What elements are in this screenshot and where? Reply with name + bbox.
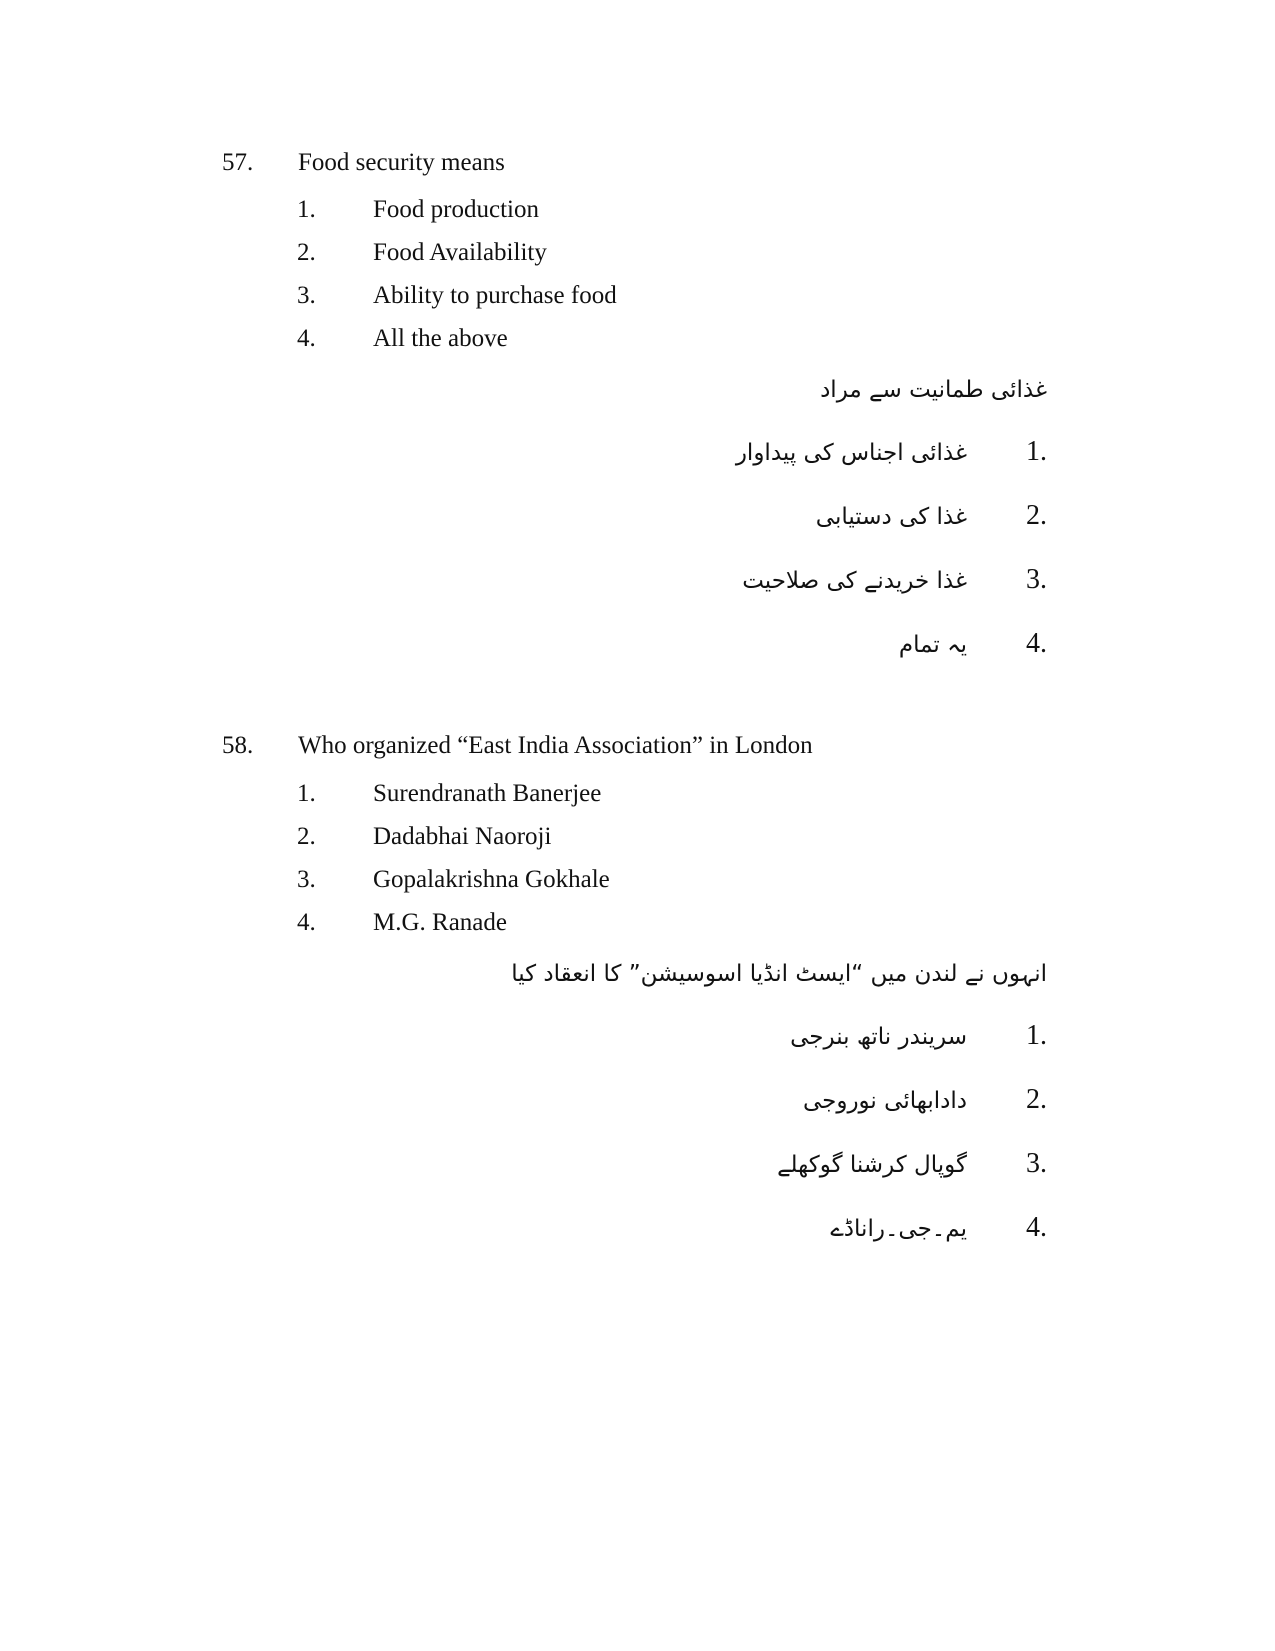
urdu-option-57-4 xyxy=(899,624,1047,665)
urdu-option-text: یہ تمام xyxy=(898,632,967,658)
urdu-option-number: 3. xyxy=(1026,564,1047,595)
option-text: All the above xyxy=(373,325,508,352)
question-number: 58. xyxy=(222,732,254,759)
urdu-option-text: سریندر ناتھ بنرجی xyxy=(790,1024,967,1050)
urdu-option-number: 2. xyxy=(1026,1084,1047,1115)
option-number: 2. xyxy=(297,823,316,850)
urdu-option-57-2 xyxy=(816,496,1047,537)
option-number: 4. xyxy=(297,325,316,352)
urdu-question-58: انہوں نے لندن میں “ایسٹ انڈیا اسوسیشن” کا انعقاد کیا xyxy=(511,961,1047,987)
option-number: 1. xyxy=(297,196,316,223)
option-number: 2. xyxy=(297,239,316,266)
option-text: Gopalakrishna Gokhale xyxy=(373,866,610,893)
option-text: Surendranath Banerjee xyxy=(373,780,602,807)
option-number: 3. xyxy=(297,282,316,309)
option-57-2 xyxy=(297,238,547,268)
urdu-option-text: دادابھائی نوروجی xyxy=(802,1088,967,1114)
option-text: M.G. Ranade xyxy=(373,909,507,936)
option-number: 4. xyxy=(297,909,316,936)
urdu-option-number: 4. xyxy=(1026,628,1047,659)
urdu-option-58-3 xyxy=(777,1144,1047,1185)
urdu-option-number: 2. xyxy=(1026,500,1047,531)
urdu-option-57-1 xyxy=(736,432,1047,473)
option-57-4 xyxy=(297,324,508,354)
question-58 xyxy=(222,731,813,761)
urdu-option-text: غذا خریدنے کی صلاحیت xyxy=(742,568,967,594)
urdu-option-text: غذائی اجناس کی پیداوار xyxy=(735,440,967,466)
question-number: 57. xyxy=(222,149,254,176)
question-57 xyxy=(222,148,505,178)
question-text: Who organized “East India Association” in London xyxy=(298,732,813,759)
option-58-1 xyxy=(297,779,601,809)
urdu-option-text: یم۔جی۔راناڈے xyxy=(830,1216,967,1242)
urdu-option-57-3 xyxy=(742,560,1047,601)
option-57-1 xyxy=(297,195,539,225)
urdu-question-57: غذائی طمانیت سے مراد xyxy=(820,377,1047,403)
option-text: Ability to purchase food xyxy=(373,282,617,309)
urdu-option-number: 4. xyxy=(1026,1212,1047,1243)
urdu-option-58-4 xyxy=(830,1208,1047,1249)
urdu-option-58-1 xyxy=(790,1016,1047,1057)
option-58-3 xyxy=(297,865,610,895)
option-58-2 xyxy=(297,822,551,852)
option-number: 3. xyxy=(297,866,316,893)
option-58-4 xyxy=(297,908,507,938)
option-57-3 xyxy=(297,281,617,311)
urdu-option-text: گوپال کرشنا گوکھلے xyxy=(777,1152,967,1178)
option-number: 1. xyxy=(297,780,316,807)
urdu-option-58-2 xyxy=(803,1080,1047,1121)
option-text: Food production xyxy=(373,196,539,223)
question-text: Food security means xyxy=(298,149,505,176)
option-text: Dadabhai Naoroji xyxy=(373,823,552,850)
option-text: Food Availability xyxy=(373,239,547,266)
urdu-option-number: 1. xyxy=(1026,436,1047,467)
urdu-option-text: غذا کی دستیابی xyxy=(815,504,967,530)
urdu-option-number: 1. xyxy=(1026,1020,1047,1051)
urdu-option-number: 3. xyxy=(1026,1148,1047,1179)
